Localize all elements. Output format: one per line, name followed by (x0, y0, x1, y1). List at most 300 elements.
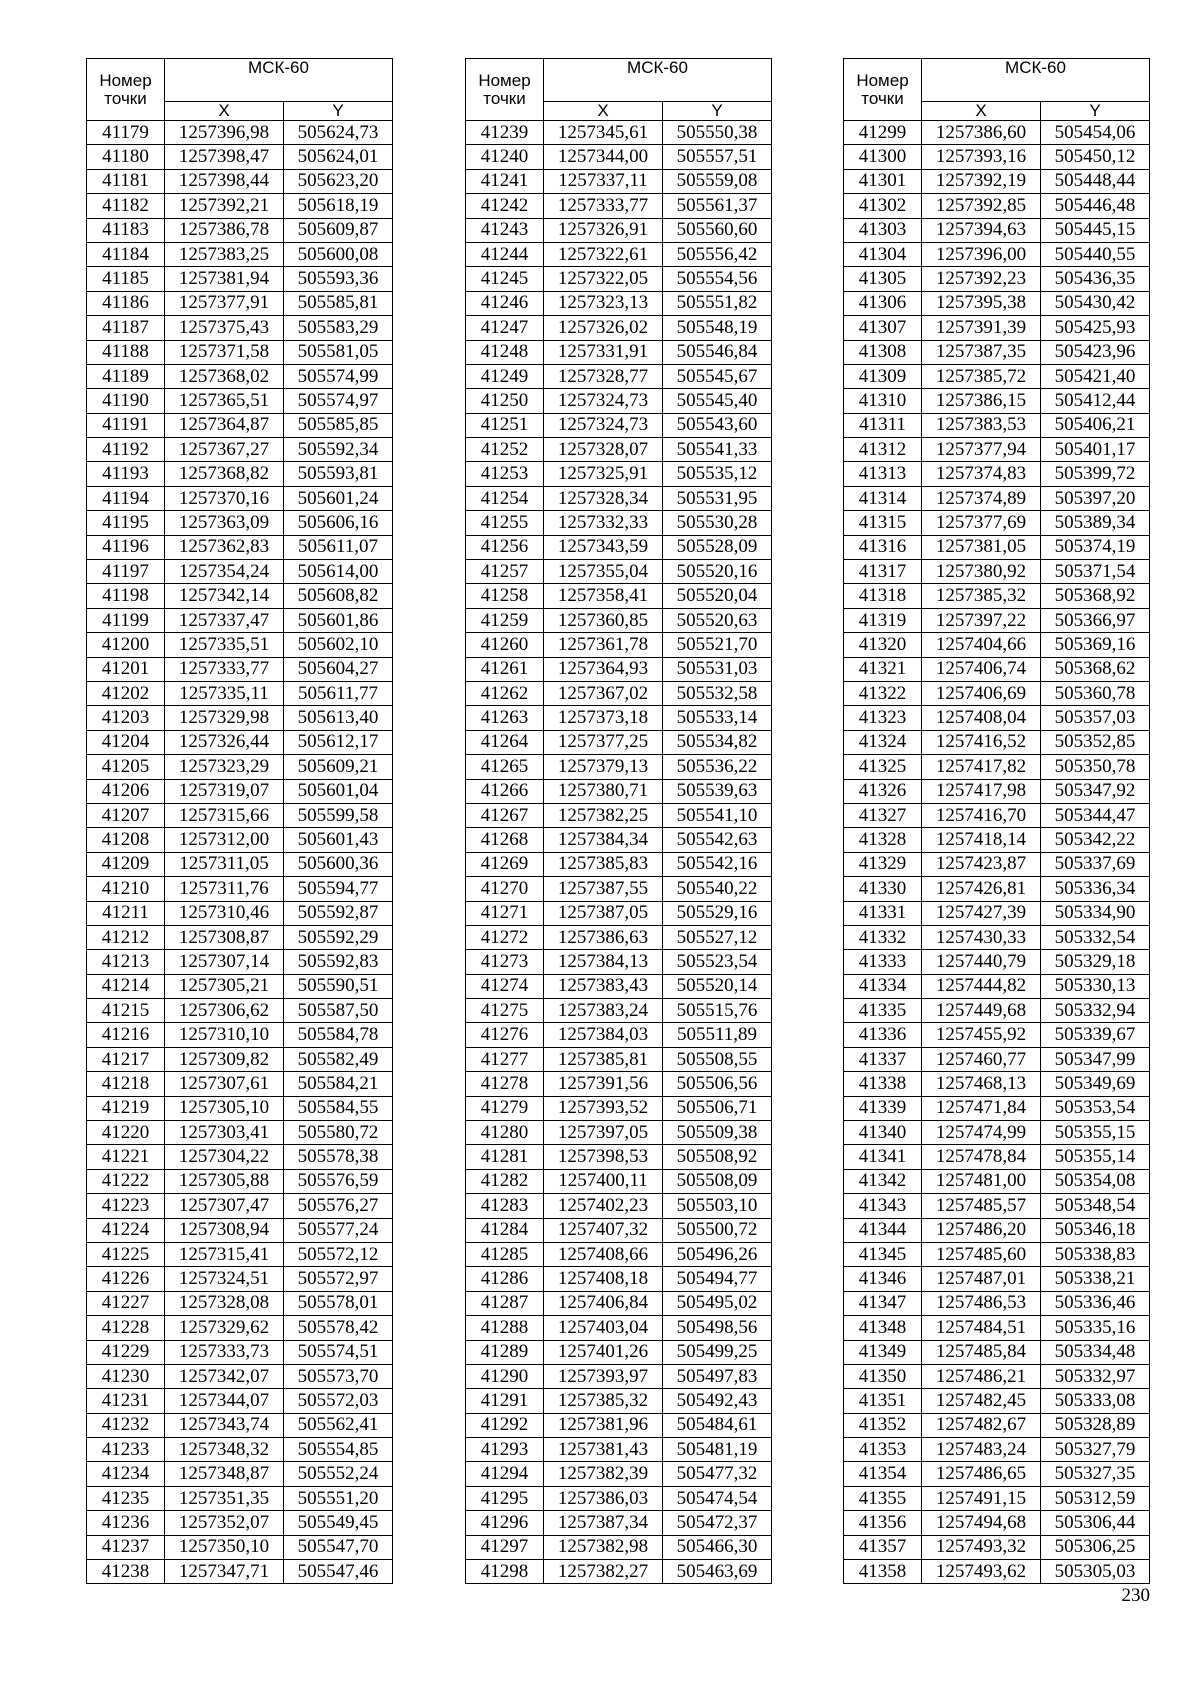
y-coordinate-cell: 505477,32 (663, 1462, 772, 1486)
point-number-cell: 41186 (87, 291, 165, 315)
x-coordinate-cell: 1257393,97 (544, 1364, 663, 1388)
point-number-cell: 41192 (87, 438, 165, 462)
x-coordinate-cell: 1257392,85 (922, 194, 1041, 218)
y-coordinate-cell: 505397,20 (1041, 486, 1150, 510)
x-coordinate-cell: 1257322,61 (544, 242, 663, 266)
point-number-cell: 41233 (87, 1438, 165, 1462)
y-coordinate-cell: 505542,16 (663, 852, 772, 876)
table-row (844, 1267, 1150, 1291)
y-coordinate-cell: 505578,42 (284, 1316, 393, 1340)
point-number-cell: 41344 (844, 1218, 922, 1242)
table-row (466, 1242, 772, 1266)
x-coordinate-cell: 1257308,87 (165, 925, 284, 949)
point-number-cell: 41342 (844, 1169, 922, 1193)
x-coordinate-cell: 1257325,91 (544, 462, 663, 486)
point-number-cell: 41321 (844, 657, 922, 681)
point-number-cell: 41211 (87, 901, 165, 925)
point-number-cell: 41248 (466, 340, 544, 364)
point-number-cell: 41227 (87, 1291, 165, 1315)
y-coordinate-cell: 505350,78 (1041, 755, 1150, 779)
table-row (466, 1145, 772, 1169)
x-coordinate-cell: 1257343,74 (165, 1413, 284, 1437)
y-coordinate-cell: 505353,54 (1041, 1096, 1150, 1120)
table-row (87, 1511, 393, 1535)
point-number-cell: 41209 (87, 852, 165, 876)
table-row (844, 584, 1150, 608)
x-coordinate-cell: 1257417,98 (922, 779, 1041, 803)
x-coordinate-cell: 1257418,14 (922, 828, 1041, 852)
point-number-cell: 41251 (466, 413, 544, 437)
point-number-cell: 41265 (466, 755, 544, 779)
y-coordinate-cell: 505609,87 (284, 218, 393, 242)
y-coordinate-cell: 505332,97 (1041, 1364, 1150, 1388)
point-number-cell: 41268 (466, 828, 544, 852)
y-coordinate-cell: 505561,37 (663, 194, 772, 218)
table-row (87, 803, 393, 827)
x-coordinate-cell: 1257306,62 (165, 999, 284, 1023)
point-number-cell: 41237 (87, 1535, 165, 1559)
table-row (87, 584, 393, 608)
y-coordinate-cell: 505466,30 (663, 1535, 772, 1559)
x-coordinate-cell: 1257471,84 (922, 1096, 1041, 1120)
point-number-cell: 41181 (87, 169, 165, 193)
x-coordinate-cell: 1257308,94 (165, 1218, 284, 1242)
y-coordinate-cell: 505624,73 (284, 121, 393, 145)
table-row (466, 340, 772, 364)
x-coordinate-cell: 1257368,02 (165, 364, 284, 388)
y-coordinate-cell: 505547,46 (284, 1560, 393, 1584)
y-coordinate-cell: 505536,22 (663, 755, 772, 779)
x-coordinate-cell: 1257307,61 (165, 1072, 284, 1096)
y-coordinate-cell: 505584,55 (284, 1096, 393, 1120)
table-row (87, 901, 393, 925)
point-number-cell: 41308 (844, 340, 922, 364)
x-coordinate-cell: 1257385,72 (922, 364, 1041, 388)
table-row (844, 999, 1150, 1023)
point-number-cell: 41329 (844, 852, 922, 876)
y-coordinate-cell: 505472,37 (663, 1511, 772, 1535)
y-coordinate-cell: 505450,12 (1041, 145, 1150, 169)
y-column-header: Y (663, 102, 772, 121)
table-row (87, 974, 393, 998)
x-coordinate-cell: 1257426,81 (922, 877, 1041, 901)
x-coordinate-cell: 1257486,53 (922, 1291, 1041, 1315)
y-coordinate-cell: 505348,54 (1041, 1194, 1150, 1218)
y-coordinate-cell: 505496,26 (663, 1242, 772, 1266)
table-row (844, 1413, 1150, 1437)
point-number-cell: 41214 (87, 974, 165, 998)
x-coordinate-cell: 1257485,84 (922, 1340, 1041, 1364)
point-number-cell: 41208 (87, 828, 165, 852)
point-number-cell: 41194 (87, 486, 165, 510)
y-coordinate-cell: 505495,02 (663, 1291, 772, 1315)
y-coordinate-cell: 505554,85 (284, 1438, 393, 1462)
y-coordinate-cell: 505306,25 (1041, 1535, 1150, 1559)
point-number-cell: 41201 (87, 657, 165, 681)
x-coordinate-cell: 1257386,03 (544, 1486, 663, 1510)
x-coordinate-cell: 1257350,10 (165, 1535, 284, 1559)
table-row (466, 901, 772, 925)
x-coordinate-cell: 1257417,82 (922, 755, 1041, 779)
y-coordinate-cell: 505543,60 (663, 413, 772, 437)
point-number-cell: 41272 (466, 925, 544, 949)
y-coordinate-cell: 505520,63 (663, 608, 772, 632)
table-row (844, 1560, 1150, 1584)
x-coordinate-cell: 1257430,33 (922, 925, 1041, 949)
table-row (87, 1072, 393, 1096)
table-row (844, 413, 1150, 437)
y-coordinate-cell: 505484,61 (663, 1413, 772, 1437)
table-row (844, 706, 1150, 730)
y-coordinate-cell: 505440,55 (1041, 242, 1150, 266)
point-number-cell: 41260 (466, 633, 544, 657)
x-coordinate-cell: 1257396,98 (165, 121, 284, 145)
x-coordinate-cell: 1257381,96 (544, 1413, 663, 1437)
x-coordinate-cell: 1257381,43 (544, 1438, 663, 1462)
point-number-cell: 41328 (844, 828, 922, 852)
y-coordinate-cell: 505572,12 (284, 1242, 393, 1266)
x-coordinate-cell: 1257392,19 (922, 169, 1041, 193)
y-coordinate-cell: 505581,05 (284, 340, 393, 364)
y-coordinate-cell: 505545,67 (663, 364, 772, 388)
x-coordinate-cell: 1257384,13 (544, 950, 663, 974)
x-coordinate-cell: 1257347,71 (165, 1560, 284, 1584)
point-number-cell: 41318 (844, 584, 922, 608)
point-number-cell: 41273 (466, 950, 544, 974)
table-row (466, 218, 772, 242)
table-row (844, 316, 1150, 340)
x-coordinate-cell: 1257386,60 (922, 121, 1041, 145)
point-number-cell: 41320 (844, 633, 922, 657)
point-number-cell: 41190 (87, 389, 165, 413)
y-coordinate-cell: 505584,78 (284, 1023, 393, 1047)
y-coordinate-cell: 505306,44 (1041, 1511, 1150, 1535)
y-coordinate-cell: 505520,14 (663, 974, 772, 998)
table-row (87, 681, 393, 705)
y-coordinate-cell: 505551,20 (284, 1486, 393, 1510)
table-row (466, 1364, 772, 1388)
y-coordinate-cell: 505346,18 (1041, 1218, 1150, 1242)
point-number-cell: 41205 (87, 755, 165, 779)
y-coordinate-cell: 505578,01 (284, 1291, 393, 1315)
point-number-cell: 41316 (844, 535, 922, 559)
y-coordinate-cell: 505389,34 (1041, 511, 1150, 535)
x-coordinate-cell: 1257387,34 (544, 1511, 663, 1535)
y-coordinate-cell: 505354,08 (1041, 1169, 1150, 1193)
y-coordinate-cell: 505540,22 (663, 877, 772, 901)
table-row (466, 1169, 772, 1193)
table-row (87, 877, 393, 901)
table-row (466, 730, 772, 754)
table-row (844, 218, 1150, 242)
y-coordinate-cell: 505508,09 (663, 1169, 772, 1193)
point-number-cell: 41270 (466, 877, 544, 901)
table-row (844, 1340, 1150, 1364)
table-row (466, 1047, 772, 1071)
table-row (844, 755, 1150, 779)
point-number-cell: 41294 (466, 1462, 544, 1486)
table-row (466, 779, 772, 803)
x-coordinate-cell: 1257416,70 (922, 803, 1041, 827)
x-coordinate-cell: 1257328,77 (544, 364, 663, 388)
x-coordinate-cell: 1257407,32 (544, 1218, 663, 1242)
y-coordinate-cell: 505421,40 (1041, 364, 1150, 388)
table-row (87, 1145, 393, 1169)
table-row (844, 1096, 1150, 1120)
y-coordinate-cell: 505399,72 (1041, 462, 1150, 486)
x-coordinate-cell: 1257380,71 (544, 779, 663, 803)
point-number-cell: 41358 (844, 1560, 922, 1584)
y-coordinate-cell: 505355,15 (1041, 1121, 1150, 1145)
point-number-cell: 41324 (844, 730, 922, 754)
table-row (87, 169, 393, 193)
y-coordinate-cell: 505548,19 (663, 316, 772, 340)
point-number-cell: 41290 (466, 1364, 544, 1388)
table-row (87, 706, 393, 730)
point-number-cell: 41263 (466, 706, 544, 730)
y-coordinate-cell: 505454,06 (1041, 121, 1150, 145)
x-coordinate-cell: 1257391,56 (544, 1072, 663, 1096)
table-row (466, 145, 772, 169)
table-row (87, 438, 393, 462)
table-row (87, 999, 393, 1023)
x-coordinate-cell: 1257440,79 (922, 950, 1041, 974)
table-row (466, 877, 772, 901)
y-coordinate-cell: 505592,83 (284, 950, 393, 974)
y-coordinate-cell: 505498,56 (663, 1316, 772, 1340)
point-number-cell: 41203 (87, 706, 165, 730)
x-coordinate-cell: 1257348,87 (165, 1462, 284, 1486)
point-number-cell: 41207 (87, 803, 165, 827)
table-row (466, 1535, 772, 1559)
table-row (87, 1242, 393, 1266)
y-coordinate-cell: 505342,22 (1041, 828, 1150, 852)
x-coordinate-cell: 1257358,41 (544, 584, 663, 608)
table-row (87, 340, 393, 364)
point-number-cell: 41314 (844, 486, 922, 510)
y-coordinate-cell: 505587,50 (284, 999, 393, 1023)
point-number-header: Номер точки (87, 59, 165, 121)
point-number-cell: 41199 (87, 608, 165, 632)
table-row (466, 560, 772, 584)
point-number-cell: 41239 (466, 121, 544, 145)
y-coordinate-cell: 505577,24 (284, 1218, 393, 1242)
point-number-cell: 41257 (466, 560, 544, 584)
y-coordinate-cell: 505500,72 (663, 1218, 772, 1242)
point-number-cell: 41215 (87, 999, 165, 1023)
point-number-cell: 41252 (466, 438, 544, 462)
y-coordinate-cell: 505593,81 (284, 462, 393, 486)
y-coordinate-cell: 505423,96 (1041, 340, 1150, 364)
table-row (87, 1194, 393, 1218)
y-coordinate-cell: 505533,14 (663, 706, 772, 730)
y-coordinate-cell: 505463,69 (663, 1560, 772, 1584)
table-row (466, 511, 772, 535)
x-coordinate-cell: 1257381,94 (165, 267, 284, 291)
point-number-cell: 41241 (466, 169, 544, 193)
x-coordinate-cell: 1257328,08 (165, 1291, 284, 1315)
table-row (844, 633, 1150, 657)
y-coordinate-cell: 505552,24 (284, 1462, 393, 1486)
table-row (466, 1218, 772, 1242)
x-coordinate-cell: 1257324,73 (544, 389, 663, 413)
x-coordinate-cell: 1257331,91 (544, 340, 663, 364)
table-row (844, 169, 1150, 193)
point-number-cell: 41317 (844, 560, 922, 584)
y-coordinate-cell: 505312,59 (1041, 1486, 1150, 1510)
y-coordinate-cell: 505541,33 (663, 438, 772, 462)
y-coordinate-cell: 505600,36 (284, 852, 393, 876)
point-number-cell: 41336 (844, 1023, 922, 1047)
y-coordinate-cell: 505592,29 (284, 925, 393, 949)
y-coordinate-cell: 505334,90 (1041, 901, 1150, 925)
table-row (466, 1096, 772, 1120)
y-coordinate-cell: 505611,77 (284, 681, 393, 705)
table-row (466, 584, 772, 608)
table-row (87, 511, 393, 535)
point-number-cell: 41255 (466, 511, 544, 535)
point-number-cell: 41202 (87, 681, 165, 705)
x-coordinate-cell: 1257323,13 (544, 291, 663, 315)
point-number-cell: 41307 (844, 316, 922, 340)
table-row (844, 1121, 1150, 1145)
x-coordinate-cell: 1257485,57 (922, 1194, 1041, 1218)
x-coordinate-cell: 1257333,73 (165, 1340, 284, 1364)
table-row (844, 901, 1150, 925)
y-coordinate-cell: 505360,78 (1041, 681, 1150, 705)
y-coordinate-cell: 505578,38 (284, 1145, 393, 1169)
x-coordinate-cell: 1257394,63 (922, 218, 1041, 242)
x-coordinate-cell: 1257311,76 (165, 877, 284, 901)
x-coordinate-cell: 1257344,00 (544, 145, 663, 169)
table-row (466, 1194, 772, 1218)
table-row (844, 462, 1150, 486)
table-row (844, 1291, 1150, 1315)
x-coordinate-cell: 1257398,53 (544, 1145, 663, 1169)
point-number-cell: 41279 (466, 1096, 544, 1120)
table-row (87, 1438, 393, 1462)
table-row (87, 486, 393, 510)
point-number-cell: 41335 (844, 999, 922, 1023)
y-coordinate-cell: 505521,70 (663, 633, 772, 657)
x-coordinate-cell: 1257387,55 (544, 877, 663, 901)
y-coordinate-cell: 505338,83 (1041, 1242, 1150, 1266)
table-row (87, 1218, 393, 1242)
table-row (466, 169, 772, 193)
point-number-cell: 41309 (844, 364, 922, 388)
table-row (87, 1047, 393, 1071)
x-coordinate-cell: 1257382,39 (544, 1462, 663, 1486)
x-coordinate-cell: 1257386,63 (544, 925, 663, 949)
table-row (87, 755, 393, 779)
y-coordinate-cell: 505560,60 (663, 218, 772, 242)
x-coordinate-cell: 1257326,91 (544, 218, 663, 242)
table-row (87, 1486, 393, 1510)
point-number-cell: 41240 (466, 145, 544, 169)
table-row (844, 1072, 1150, 1096)
table-row (466, 1511, 772, 1535)
table-row (466, 974, 772, 998)
point-number-cell: 41236 (87, 1511, 165, 1535)
point-number-cell: 41238 (87, 1560, 165, 1584)
y-coordinate-cell: 505584,21 (284, 1072, 393, 1096)
point-number-cell: 41204 (87, 730, 165, 754)
y-coordinate-cell: 505532,58 (663, 681, 772, 705)
y-coordinate-cell: 505515,76 (663, 999, 772, 1023)
x-coordinate-cell: 1257326,44 (165, 730, 284, 754)
table-row (844, 560, 1150, 584)
x-coordinate-cell: 1257385,32 (922, 584, 1041, 608)
point-number-cell: 41234 (87, 1462, 165, 1486)
table-row (466, 1389, 772, 1413)
y-coordinate-cell: 505554,56 (663, 267, 772, 291)
y-coordinate-cell: 505550,38 (663, 121, 772, 145)
x-coordinate-cell: 1257493,32 (922, 1535, 1041, 1559)
point-number-cell: 41281 (466, 1145, 544, 1169)
y-coordinate-cell: 505352,85 (1041, 730, 1150, 754)
x-coordinate-cell: 1257468,13 (922, 1072, 1041, 1096)
table-row (844, 438, 1150, 462)
point-number-cell: 41280 (466, 1121, 544, 1145)
point-number-cell: 41223 (87, 1194, 165, 1218)
table-row (87, 242, 393, 266)
y-coordinate-cell: 505593,36 (284, 267, 393, 291)
x-coordinate-cell: 1257363,09 (165, 511, 284, 535)
x-coordinate-cell: 1257309,82 (165, 1047, 284, 1071)
y-coordinate-cell: 505559,08 (663, 169, 772, 193)
table-row (844, 1364, 1150, 1388)
point-number-cell: 41330 (844, 877, 922, 901)
table-row (844, 511, 1150, 535)
y-coordinate-cell: 505527,12 (663, 925, 772, 949)
x-coordinate-cell: 1257400,11 (544, 1169, 663, 1193)
x-coordinate-cell: 1257423,87 (922, 852, 1041, 876)
y-coordinate-cell: 505499,25 (663, 1340, 772, 1364)
y-coordinate-cell: 505546,84 (663, 340, 772, 364)
point-number-cell: 41334 (844, 974, 922, 998)
point-number-cell: 41300 (844, 145, 922, 169)
x-coordinate-cell: 1257382,98 (544, 1535, 663, 1559)
point-number-cell: 41185 (87, 267, 165, 291)
table-row (466, 1438, 772, 1462)
x-coordinate-cell: 1257374,83 (922, 462, 1041, 486)
x-coordinate-cell: 1257487,01 (922, 1267, 1041, 1291)
x-coordinate-cell: 1257311,05 (165, 852, 284, 876)
y-coordinate-cell: 505612,17 (284, 730, 393, 754)
table-row (466, 389, 772, 413)
table-row (844, 608, 1150, 632)
y-coordinate-cell: 505583,29 (284, 316, 393, 340)
table-row (466, 803, 772, 827)
y-coordinate-cell: 505545,40 (663, 389, 772, 413)
y-coordinate-cell: 505327,35 (1041, 1462, 1150, 1486)
point-number-cell: 41220 (87, 1121, 165, 1145)
point-number-cell: 41226 (87, 1267, 165, 1291)
table-row (844, 657, 1150, 681)
x-coordinate-cell: 1257365,51 (165, 389, 284, 413)
x-coordinate-cell: 1257377,91 (165, 291, 284, 315)
y-coordinate-cell: 505592,34 (284, 438, 393, 462)
coordinate-system-header: МСК-60 (544, 59, 772, 102)
x-coordinate-cell: 1257342,07 (165, 1364, 284, 1388)
table-row (87, 1169, 393, 1193)
table-row (466, 950, 772, 974)
table-row (844, 1218, 1150, 1242)
point-number-cell: 41249 (466, 364, 544, 388)
x-coordinate-cell: 1257329,98 (165, 706, 284, 730)
point-number-cell: 41195 (87, 511, 165, 535)
table-row (466, 242, 772, 266)
